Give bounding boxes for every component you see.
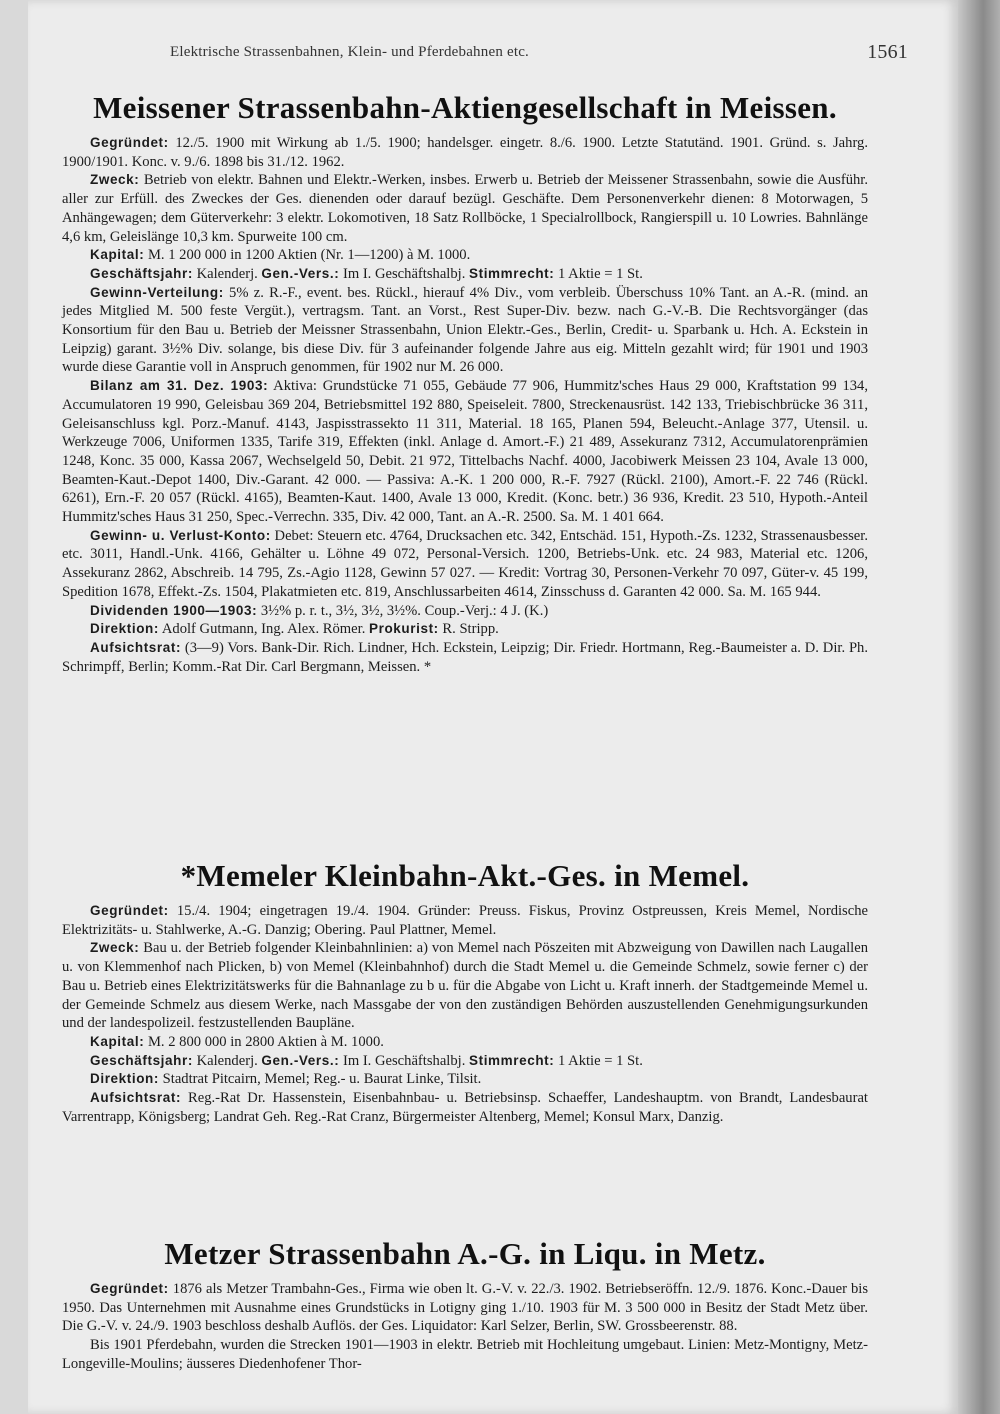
field-text: 12./5. 1900 mit Wirkung ab 1./5. 1900; handelsger. eingetr. 8./6. 1900. Letzte Statutänd. 1901. Gründ. s. Jahrg. 1900/1901. Konc. v. 9./6. 1898 bis 31./12. 1962.	[62, 135, 868, 170]
field-label: Gegründet:	[90, 903, 169, 918]
entry-title: *Memeler Kleinbahn-Akt.-Ges. in Memel.	[180, 858, 750, 893]
field-label: Zweck:	[90, 940, 140, 956]
page-number: 1561	[867, 41, 908, 63]
entry-paragraph	[62, 265, 868, 284]
entry-paragraph	[62, 639, 868, 676]
entry-paragraph	[62, 602, 868, 621]
field-text: Kalenderj.	[192, 1052, 262, 1069]
field-label: Zweck:	[90, 172, 140, 188]
field-label: Stimmrecht:	[469, 1052, 555, 1068]
field-text: Im I. Geschäftshalbj.	[339, 265, 469, 282]
field-text: Betrieb von elektr. Bahnen und Elektr.-Werken, insbes. Erwerb u. Betrieb der Meissener Strassenbahn, sowie die Ausführ. aller zur Erfüll. des Zweckes der Ges. dienenden oder darauf bezügl. Geschäfte. Dem Personenverkehr dienen: 8 Motorwagen, 5 Anhängewagen; dem Güterverkehr: 3 elektr. Lokomotiven, 18 Satz Rollböcke, 1 Specialrollbock, Rangierspill u. 10 Lowries. Bahnlänge 4,6 km, Geleislänge 10,3 km. Spurweite 100 cm.	[62, 172, 868, 245]
field-text: Stadtrat Pitcairn, Memel; Reg.- u. Baurat Linke, Tilsit.	[159, 1071, 482, 1088]
book-binding-edge	[958, 0, 1000, 1414]
field-text: 5% z. R.-F., event. bes. Rückl., hierauf 4% Div., vom verbleib. Überschuss 10% Tant. an A.-R. (mind. an jedes Mitglied M. 500 feste Vergüt.), vertragsm. Tant. an Vorst., Rest Super-Div. bezw. nach G.-V.-B. Die Rechtsvorgänger (das Konsortium für den Bau u. Betrieb der Meissner Strassenbahn, Union Elektr.-Ges., Berlin, Credit- u. Sparbank u. Hch. A. Eckstein in Leipzig) garant. 3½% Div. solange, bis diese Div. für 3 aufeinander folgende Jahre aus eig. Mitteln gezahlt wird; für 1901 und 1903 wurde diese Garantie voll in Anspruch genommen, für 1902 nur M. 26 000.	[62, 284, 868, 376]
field-label: Kapital:	[90, 247, 145, 263]
entry-paragraph	[62, 1070, 868, 1089]
field-text: Kalenderj.	[192, 265, 262, 282]
field-text: Bis 1901 Pferdebahn, wurden die Strecken 1901—1903 in elektr. Betrieb mit Hochleitung umgebaut. Linien: Metz-Montigny, Metz-Longeville-Moulins; äusseres Diedenhofener Thor-	[62, 1337, 868, 1372]
entry-paragraph	[62, 284, 868, 378]
field-label: Stimmrecht:	[469, 265, 555, 281]
field-label: Bilanz am 31. Dez. 1903:	[90, 378, 269, 394]
field-text: Im I. Geschäftshalbj.	[339, 1052, 469, 1069]
field-label: Aufsichtsrat:	[90, 1090, 182, 1106]
field-text: Adolf Gutmann, Ing. Alex. Römer.	[159, 621, 369, 638]
entry-meissener	[62, 90, 868, 676]
field-label: Gegründet:	[90, 1281, 169, 1296]
running-header	[170, 41, 908, 63]
entry-paragraph	[62, 246, 868, 265]
field-text: Debet: Steuern etc. 4764, Drucksachen etc. 342, Entschäd. 151, Hypoth.-Zs. 1232, Strassenausbesser. etc. 3011, Handl.-Unk. 4166, Gehälter u. Löhne 49 072, Personal-Versich. 1200, Betriebs-Unk. etc. 24 983, Material etc. 1206, Assekuranz 2862, Abschreib. 14 795, Zs.-Agio 1128, Gewinn 57 027. — Kredit: Vortrag 30, Personen-Verkehr 70 097, Güter-v. 45 199, Spedition 1678, Effekt.-Zs. 1504, Plakatmieten etc. 819, Anschlussarbeiten 4614, Zinsschuss d. Garanten 42 000. Sa. M. 165 944.	[62, 527, 868, 600]
field-text: 3½% p. r. t., 3½, 3½, 3½%. Coup.-Verj.: 4 J. (K.)	[257, 602, 549, 619]
entry-paragraph	[62, 377, 868, 527]
entry-paragraph	[62, 527, 868, 602]
field-label: Gegründet:	[90, 135, 169, 150]
field-text: 1876 als Metzer Trambahn-Ges., Firma wie oben lt. G.-V. v. 22./3. 1902. Betriebseröffn. 12./9. 1876. Konc.-Dauer bis 1950. Das Unternehmen mit Ausnahme eines Grundstücks in Lotigny ging 1./10. 1903 für M. 3 500 000 in Besitz der Stadt Metz über. Die G.-V. v. 24./9. 1903 beschloss deshalb Auflös. der Ges. Liquidator: Karl Selzer, Berlin, SW. Grossbeerenstr. 88.	[62, 1281, 868, 1335]
field-label: Aufsichtsrat:	[90, 639, 182, 655]
field-label: Direktion:	[90, 1071, 160, 1087]
field-label: Geschäftsjahr:	[90, 1052, 193, 1068]
field-text: 1 Aktie = 1 St.	[554, 1052, 643, 1069]
entry-paragraph	[62, 1033, 868, 1052]
entry-paragraph	[62, 902, 868, 939]
field-text: M. 1 200 000 in 1200 Aktien (Nr. 1—1200) à M. 1000.	[144, 247, 471, 264]
field-label: Gen.-Vers.:	[261, 1052, 340, 1068]
entry-paragraph	[62, 1336, 868, 1373]
field-label: Geschäftsjahr:	[90, 265, 193, 281]
entry-metzer	[62, 1236, 868, 1374]
field-label: Kapital:	[90, 1033, 145, 1049]
field-label: Prokurist:	[369, 621, 439, 637]
entry-memeler	[62, 858, 868, 1126]
field-text: R. Stripp.	[438, 621, 499, 638]
entry-title: Metzer Strassenbahn A.-G. in Liqu. in Metz.	[164, 1236, 766, 1271]
field-label: Gewinn- u. Verlust-Konto:	[90, 527, 271, 543]
entry-paragraph	[62, 620, 868, 639]
field-text: M. 2 800 000 in 2800 Aktien à M. 1000.	[144, 1033, 384, 1050]
entry-paragraph	[62, 171, 868, 246]
entry-title: Meissener Strassenbahn-Aktiengesellschaft in Meissen.	[93, 90, 837, 125]
field-text: Aktiva: Grundstücke 71 055, Gebäude 77 906, Hummitz'sches Haus 29 000, Kraftstation 99 134, Accumulatoren 19 990, Geleisbau 369 204, Betriebsmittel 192 880, Speiseleit. 7800, Streckenausrüst. 142 133, Triebischbrücke 36 311, Geleisanschluss kgl. Porz.-Manuf. 4143, Jaspisstrassekto 11 311, Material. 18 165, Planen 594, Beleucht.-Anlage 377, Utensil. u. Werkzeuge 7006, Uniformen 1335, Tarife 319, Effekten (inkl. Anlage d. Amort.-F.) 21 489, Assekuranz 7312, Accumulatorenprämien 1248, Konc. 35 000, Kassa 2067, Wechselgeld 50, Debit. 21 972, Tittelbachs Nachf. 4000, Jacobiwerk Meissen 23 104, Avale 13 000, Beamten-Kaut.-Depot 1400, Div.-Garant. 42 000. — Passiva: A.-K. 1 200 000, R.-F. 7927 (Rückl. 2100), Amort.-F. 22 746 (Rückl. 6261), Ern.-F. 20 057 (Rückl. 4165), Beamten-Kaut. 1400, Avale 13 000, Kredit. (Konc. betr.) 36 936, Kredit. 23 510, Hypoth.-Anteil Hummitz'sches Haus 31 250, Spec.-Verrechn. 335, Div. 42 000, Tant. an A.-R. 2500. Sa. M. 1 401 664.	[62, 378, 868, 526]
field-label: Gewinn-Verteilung:	[90, 284, 224, 300]
entry-paragraph	[62, 1052, 868, 1071]
entry-paragraph	[62, 1280, 868, 1336]
field-text: Bau u. der Betrieb folgender Kleinbahnlinien: a) von Memel nach Pöszeiten mit Abzweigung von Dawillen nach Laugallen u. von Klemmenhof nach Plicken, b) von Memel (Kleinbahnhof) durch die Stadt Memel u. die Gemeinde Schmelz, sowie ferner c) der Bau u. Betrieb eines Elektrizitätswerks für die Bahnanlage zu b u. für die Abgabe von Licht u. Kraft innerh. der Stadtgemeinde Memel u. der Gemeinde Schmelz aus diesem Werke, nach Massgabe der von den zuständigen Behörden auszustellenden Genehmigungsurkunden und der landespolizeil. festzustellenden Baupläne.	[62, 940, 868, 1032]
entry-paragraph	[62, 939, 868, 1033]
entry-paragraph	[62, 134, 868, 171]
running-title: Elektrische Strassenbahnen, Klein- und Pferdebahnen etc.	[170, 44, 529, 60]
field-text: (3—9) Vors. Bank-Dir. Rich. Lindner, Hch. Eckstein, Leipzig; Dir. Friedr. Hortmann, Reg.-Baumeister a. D. Dir. Ph. Schrimpff, Berlin; Komm.-Rat Dir. Carl Bergmann, Meissen. *	[62, 639, 868, 675]
field-text: Reg.-Rat Dr. Hassenstein, Eisenbahnbau- u. Betriebsinsp. Schaeffer, Landeshauptm. von Brandt, Landesbaurat Varrentrapp, Königsberg; Landrat Geh. Reg.-Rat Cranz, Bürgermeister Altenberg, Memel; Konsul Marx, Danzig.	[62, 1090, 868, 1125]
field-label: Gen.-Vers.:	[261, 265, 340, 281]
entry-paragraph	[62, 1089, 868, 1126]
field-label: Direktion:	[90, 621, 160, 637]
field-text: 15./4. 1904; eingetragen 19./4. 1904. Gründer: Preuss. Fiskus, Provinz Ostpreussen, Kreis Memel, Nordische Elektrizitäts- u. Stahlwerke, A.-G. Danzig; Obering. Paul Plattner, Memel.	[62, 903, 868, 938]
field-text: 1 Aktie = 1 St.	[554, 265, 643, 282]
field-label: Dividenden 1900—1903:	[90, 602, 258, 618]
